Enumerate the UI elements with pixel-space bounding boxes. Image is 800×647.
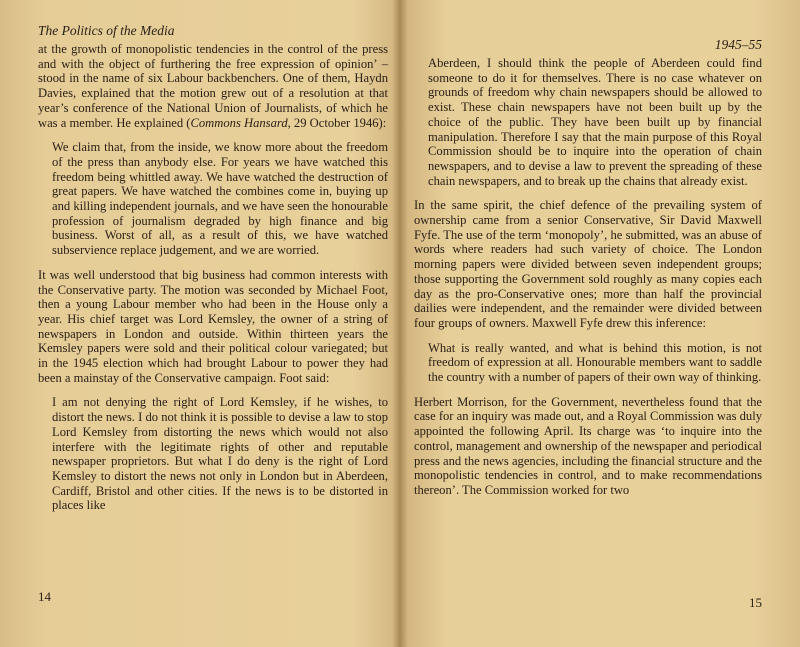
paragraph-intro-text-b: , 29 October 1946): bbox=[287, 115, 387, 130]
quote-maxwell-fyfe-text: What is really wanted, and what is behind this motion, is not freedom of expression at all. Honourable members want to saddle the country with a number of papers of their own way of thinking. bbox=[428, 340, 762, 385]
paragraph-morrison: Herbert Morrison, for the Government, nevertheless found that the case for an inquiry was made out, and a Royal Commission was duly appointed the following April. Its charge was ‘to inquire into the control, management and ownership of the newspaper and periodical press and the news agencies, including the financial structure and the monopolistic tendencies in control, and to make recommendations thereon’. The Commission worked for two bbox=[414, 394, 763, 497]
left-page bbox=[0, 0, 398, 647]
paragraph-maxwell-fyfe: In the same spirit, the chief defence of the prevailing system of ownership came from a senior Conservative, Sir David Maxwell Fyfe. The use of the term ‘monopoly’, he submitted, was an abuse of words where readers had such variety of choice. The London morning papers were divided between seven independent groups; those supporting the Government sold roughly as many copies each day as the pro-Conservative ones; more than half the provincial dailies were independent, and the remainder were divided between four groups of owners. Maxwell Fyfe drew this inference: bbox=[414, 198, 762, 330]
citation-reference: Commons Hansard bbox=[190, 115, 288, 130]
quote-foot-continued-text: Aberdeen, I should think the people of Aberdeen could find someone to do it for themselves. There is no case whatever on grounds of freedom why chain newspapers should be allowed to exist. These chain newspapers have not been built up by the choice of the public. They have been built up by financial manipulation. Therefore I say that the main purpose of this Royal Commission should be to inquire into the operation of chain newspapers, and to devise a law to prevent the spreading of these chain newspapers, and to break up the chains that already exist. bbox=[428, 56, 762, 188]
running-head-right: 1945–55 bbox=[714, 37, 762, 52]
quote-davies-text: We claim that, from the inside, we know more about the freedom of the press than anybody else. For years we have watched this freedom being whittled away. We have watched the destruction of great papers. We have watched the combines come in, buying up and killing independent journals, and we have seen the honourable profession of journalism degraded by high finance and big business. Worst of all, as a result of this, we have watched subservience replace judgement, and we are worried. bbox=[52, 140, 388, 258]
block-quote-foot-continued bbox=[428, 56, 762, 188]
block-quote-davies bbox=[52, 140, 388, 258]
block-quote-foot bbox=[52, 395, 388, 513]
block-quote-maxwell-fyfe bbox=[428, 341, 762, 385]
page-number-left: 14 bbox=[38, 589, 51, 604]
paragraph-intro-text-a: at the growth of monopolistic tendencies in the control of the press and with the object of furthering the free expression of opinion’ – stood in the name of six Labour backbenchers. One of them, Haydn Davies, explained that the motion grew out of a resolution at that year’s conference of the National Union of Journalists, of which he was a member. He explained ( bbox=[38, 42, 388, 130]
paragraph-intro bbox=[38, 42, 388, 130]
paragraph-foot: It was well understood that big business had common interests with the Conservative party. The motion was seconded by Michael Foot, then a young Labour member who had been in the House only a year. His chief target was Lord Kemsley, the owner of a string of newspapers in London and outside. Within thirteen years the Kemsley papers were sold and their political colour variegated; but in the 1945 election which had brought Labour to power they had been a mainstay of the Conservative campaign. Foot said: bbox=[38, 267, 388, 385]
running-head-left: The Politics of the Media bbox=[38, 23, 175, 38]
page-number-right: 15 bbox=[749, 595, 762, 610]
right-page bbox=[402, 0, 800, 647]
quote-foot-text: I am not denying the right of Lord Kemsley, if he wishes, to distort the news. I do not think it is possible to devise a law to stop Lord Kemsley from distorting the news which would not also interfere with the legitimate rights of other and reputable newspaper proprietors. But what I do deny is the right of Lord Kemsley to distort the news not only in London but in Aberdeen, Cardiff, Bristol and other cities. If the news is to be distorted in places like bbox=[52, 395, 388, 513]
